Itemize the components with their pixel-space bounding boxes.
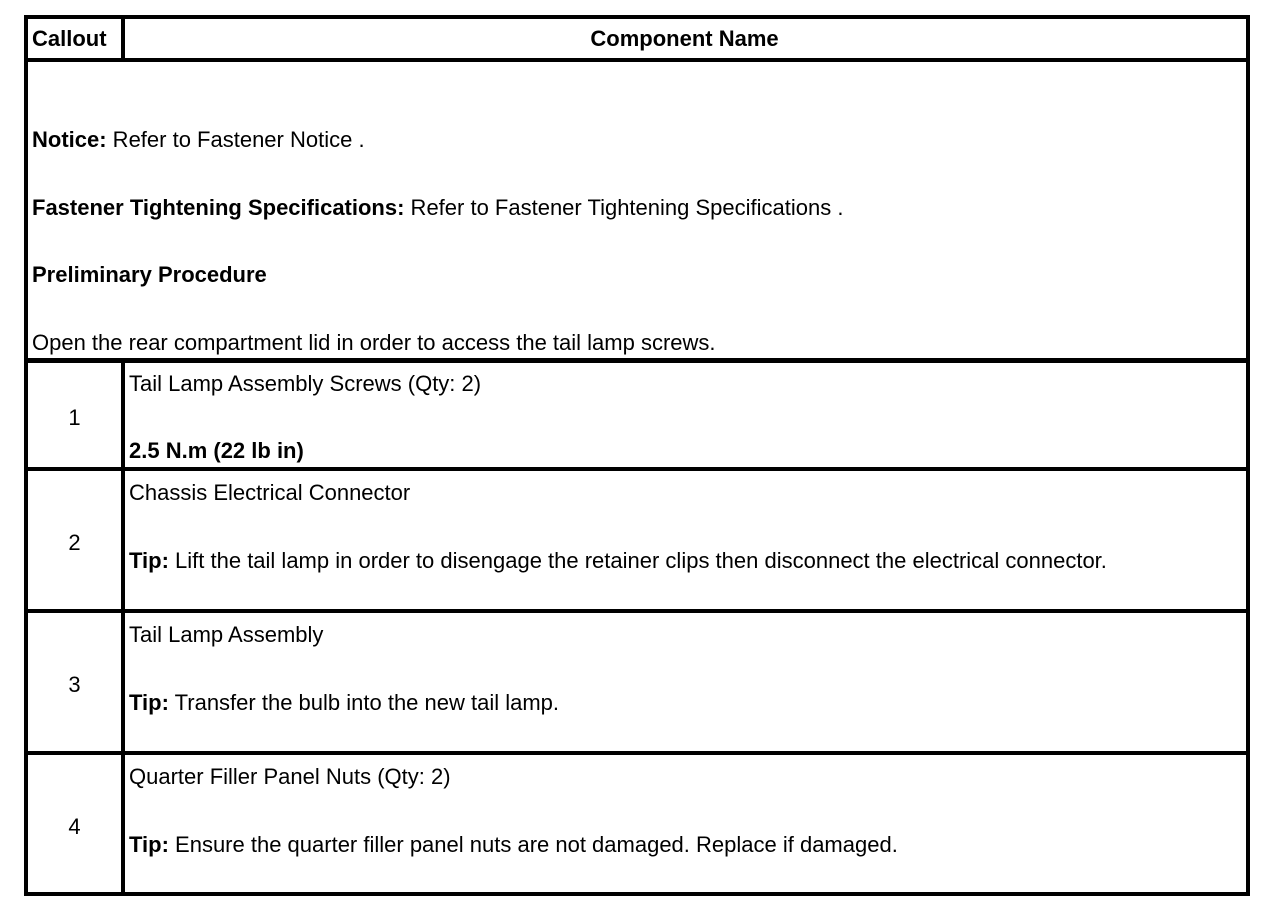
- preliminary-procedure-heading: Preliminary Procedure: [32, 262, 267, 287]
- notice-label: Notice:: [32, 127, 107, 152]
- row-divider: [28, 609, 1246, 613]
- notice-text: Refer to Fastener Notice .: [106, 127, 365, 152]
- header-column-divider: [121, 19, 125, 58]
- tip-line: [129, 548, 1107, 574]
- preliminary-divider: [28, 358, 1246, 363]
- torque-spec: 2.5 N.m (22 lb in): [129, 438, 304, 463]
- tip-label: Tip:: [129, 548, 169, 573]
- component-name-column-header: Component Name: [590, 26, 779, 51]
- tip-text: Lift the tail lamp in order to disengage the retainer clips then disconnect the electrical connector.: [168, 548, 1107, 573]
- tip-label: Tip:: [129, 690, 169, 715]
- tip-text: Transfer the bulb into the new tail lamp.: [168, 690, 560, 715]
- fastener-spec-text: Refer to Fastener Tightening Specifications .: [404, 195, 844, 220]
- callout-number: 4: [68, 814, 81, 839]
- tip-line: [129, 690, 559, 716]
- callout-number: 1: [68, 405, 81, 430]
- fastener-spec-label: Fastener Tightening Specifications:: [32, 195, 405, 220]
- row-divider: [28, 467, 1246, 471]
- component-name: Tail Lamp Assembly: [129, 622, 324, 647]
- component-table: [24, 15, 1250, 896]
- row-divider: [28, 751, 1246, 755]
- header-divider: [28, 58, 1246, 62]
- notice-line: [32, 127, 365, 153]
- tip-line: [129, 832, 898, 858]
- component-name: Tail Lamp Assembly Screws (Qty: 2): [129, 371, 482, 396]
- rows-column-divider: [121, 363, 125, 896]
- fastener-spec-line: [32, 195, 843, 221]
- component-name: Chassis Electrical Connector: [129, 480, 411, 505]
- tip-label: Tip:: [129, 832, 169, 857]
- preliminary-procedure-step: Open the rear compartment lid in order to access the tail lamp screws.: [32, 330, 716, 355]
- component-name: Quarter Filler Panel Nuts (Qty: 2): [129, 764, 451, 789]
- callout-number: 3: [68, 672, 81, 697]
- tip-text: Ensure the quarter filler panel nuts are not damaged. Replace if damaged.: [168, 832, 898, 857]
- callout-column-header: Callout: [32, 26, 107, 51]
- callout-number: 2: [68, 530, 81, 555]
